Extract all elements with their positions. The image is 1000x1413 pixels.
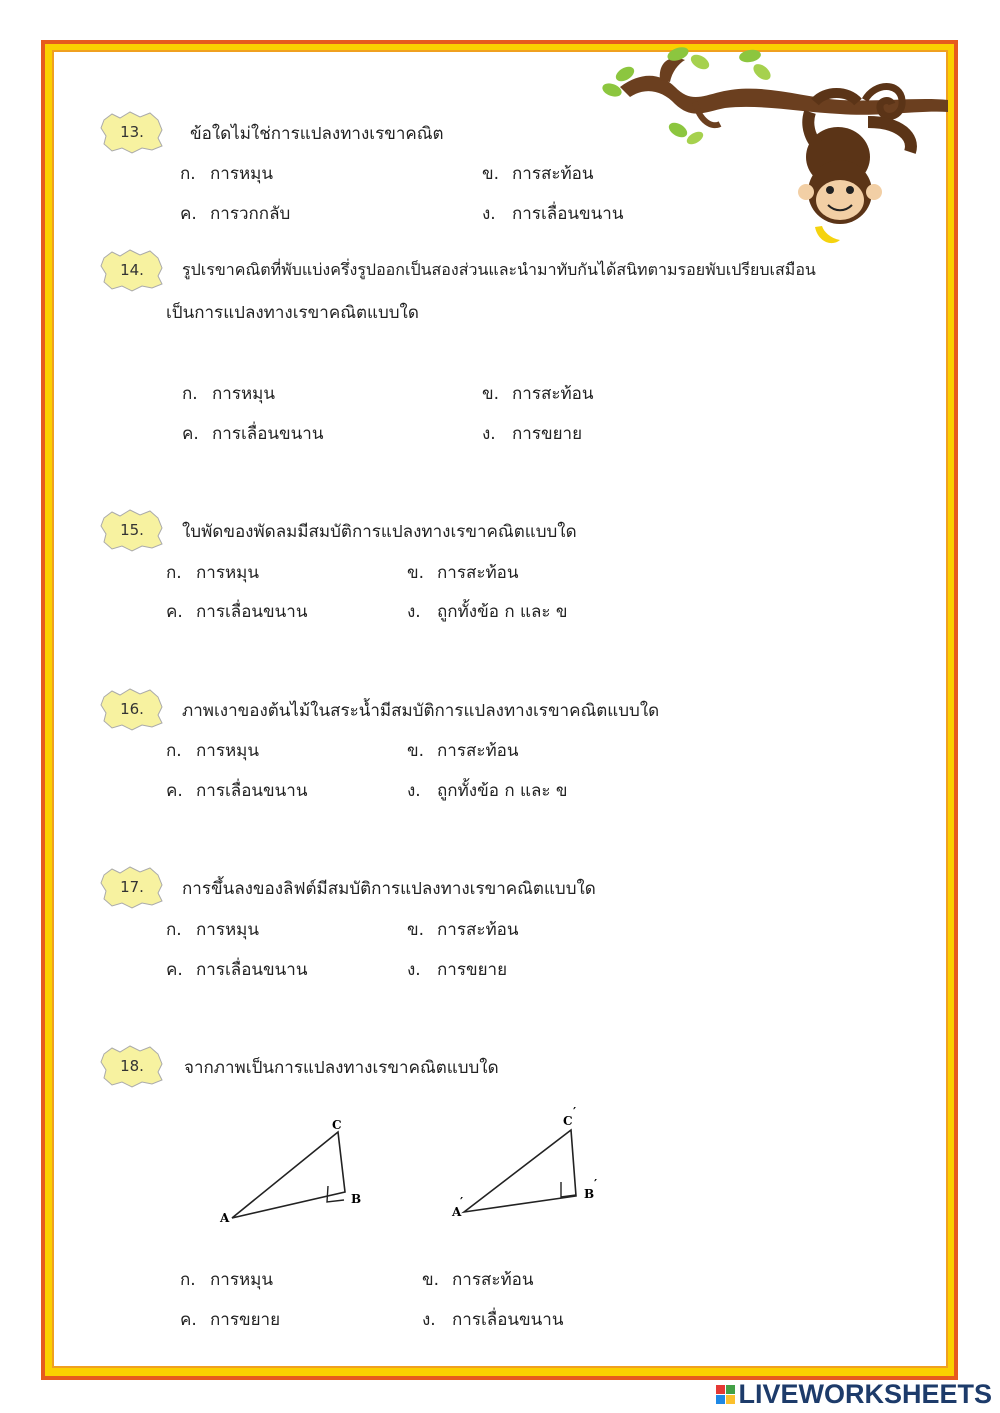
option-label: ก. bbox=[166, 920, 182, 940]
question-13-option-c[interactable] bbox=[180, 200, 290, 227]
left-label-b: B bbox=[351, 1192, 362, 1206]
option-label: ก. bbox=[180, 164, 196, 184]
option-text: การวกกลับ bbox=[210, 204, 291, 224]
option-label: ง. bbox=[407, 960, 421, 980]
option-text: การหมุน bbox=[196, 920, 260, 940]
question-18-option-c[interactable] bbox=[180, 1306, 280, 1333]
option-text: การเลื่อนขนาน bbox=[212, 424, 324, 444]
option-label: ข. bbox=[407, 741, 425, 761]
option-text: การเลื่อนขนาน bbox=[512, 204, 624, 224]
option-label: ง. bbox=[482, 204, 496, 224]
left-label-c: C bbox=[332, 1118, 342, 1132]
option-text: การขยาย bbox=[437, 960, 508, 980]
liveworksheets-logo-text: LIVEWORKSHEETS bbox=[738, 1378, 992, 1409]
option-text: การสะท้อน bbox=[437, 920, 519, 940]
option-text: ถูกทั้งข้อ ก และ ข bbox=[437, 781, 568, 801]
option-text: การสะท้อน bbox=[512, 164, 594, 184]
option-text: การสะท้อน bbox=[512, 384, 594, 404]
question-14-option-a[interactable] bbox=[182, 380, 275, 407]
option-text: การสะท้อน bbox=[437, 563, 519, 583]
question-18-number: 18. bbox=[120, 1057, 144, 1075]
option-label: ค. bbox=[180, 1310, 197, 1330]
option-text: การขยาย bbox=[210, 1310, 281, 1330]
right-label-c-prime: ′ bbox=[573, 1105, 577, 1119]
question-15-option-c[interactable] bbox=[166, 598, 307, 625]
question-15-option-d[interactable] bbox=[407, 598, 568, 625]
triangle-figure bbox=[210, 1100, 630, 1230]
question-13-text: ข้อใดไม่ใช่การแปลงทางเรขาคณิต bbox=[190, 124, 444, 144]
option-label: ก. bbox=[166, 741, 182, 761]
option-label: ก. bbox=[166, 563, 182, 583]
option-text: การเลื่อนขนาน bbox=[196, 781, 308, 801]
question-16-option-b[interactable] bbox=[407, 737, 519, 764]
question-14-option-d[interactable] bbox=[482, 420, 582, 447]
option-text: การสะท้อน bbox=[452, 1270, 534, 1290]
liveworksheets-logo[interactable] bbox=[716, 1380, 992, 1408]
option-label: ค. bbox=[166, 960, 183, 980]
option-label: ข. bbox=[482, 164, 500, 184]
question-14-option-b[interactable] bbox=[482, 380, 594, 407]
question-13-badge bbox=[100, 110, 164, 154]
question-14-option-c[interactable] bbox=[182, 420, 323, 447]
option-text: ถูกทั้งข้อ ก และ ข bbox=[437, 602, 568, 622]
question-13-number: 13. bbox=[120, 123, 144, 141]
question-13-option-d[interactable] bbox=[482, 200, 623, 227]
question-16-option-a[interactable] bbox=[166, 737, 259, 764]
right-right-angle-mark bbox=[561, 1182, 576, 1197]
option-label: ง. bbox=[422, 1310, 436, 1330]
option-text: การหมุน bbox=[210, 1270, 274, 1290]
option-label: ข. bbox=[422, 1270, 440, 1290]
option-text: การเลื่อนขนาน bbox=[196, 960, 308, 980]
option-text: การเลื่อนขนาน bbox=[452, 1310, 564, 1330]
option-label: ง. bbox=[482, 424, 496, 444]
question-15-option-b[interactable] bbox=[407, 559, 519, 586]
option-label: ค. bbox=[182, 424, 199, 444]
question-18-option-d[interactable] bbox=[422, 1306, 563, 1333]
question-15-number: 15. bbox=[120, 521, 144, 539]
question-18-option-b[interactable] bbox=[422, 1266, 534, 1293]
question-17-text: การขึ้นลงของลิฟต์มีสมบัติการแปลงทางเรขาคณิตแบบใด bbox=[182, 879, 596, 899]
question-14-text-line2: เป็นการแปลงทางเรขาคณิตแบบใด bbox=[166, 303, 419, 323]
monkey-on-branch-illustration bbox=[600, 42, 950, 252]
question-15-badge bbox=[100, 508, 164, 552]
right-label-a: A bbox=[452, 1205, 462, 1219]
question-16-option-c[interactable] bbox=[166, 777, 307, 804]
option-label: ก. bbox=[182, 384, 198, 404]
right-label-b: B bbox=[584, 1187, 595, 1201]
question-13-option-a[interactable] bbox=[180, 160, 273, 187]
option-text: การหมุน bbox=[212, 384, 276, 404]
right-label-a-prime: ′ bbox=[460, 1195, 464, 1209]
question-17-number: 17. bbox=[120, 878, 144, 896]
question-15-text: ใบพัดของพัดลมมีสมบัติการแปลงทางเรขาคณิตแบบใด bbox=[182, 522, 577, 542]
question-16-number: 16. bbox=[120, 700, 144, 718]
option-label: ข. bbox=[482, 384, 500, 404]
option-text: การขยาย bbox=[512, 424, 583, 444]
question-14-badge bbox=[100, 248, 164, 292]
question-17-option-d[interactable] bbox=[407, 956, 507, 983]
option-text: การสะท้อน bbox=[437, 741, 519, 761]
option-label: ก. bbox=[180, 1270, 196, 1290]
option-label: ข. bbox=[407, 920, 425, 940]
question-18-option-a[interactable] bbox=[180, 1266, 273, 1293]
option-label: ค. bbox=[166, 602, 183, 622]
option-label: ค. bbox=[180, 204, 197, 224]
question-17-badge bbox=[100, 865, 164, 909]
question-14-text: รูปเรขาคณิตที่พับแบ่งครึ่งรูปออกเป็นสองส่วนและนำมาทับกันได้สนิทตามรอยพับเปรียบเสมือน bbox=[182, 260, 816, 279]
option-text: การหมุน bbox=[196, 741, 260, 761]
question-18-text: จากภาพเป็นการแปลงทางเรขาคณิตแบบใด bbox=[184, 1058, 499, 1078]
question-17-option-a[interactable] bbox=[166, 916, 259, 943]
right-triangle bbox=[464, 1130, 576, 1212]
option-text: การหมุน bbox=[210, 164, 274, 184]
option-label: ง. bbox=[407, 602, 421, 622]
question-15-option-a[interactable] bbox=[166, 559, 259, 586]
option-text: การหมุน bbox=[196, 563, 260, 583]
option-text: การเลื่อนขนาน bbox=[196, 602, 308, 622]
question-17-option-b[interactable] bbox=[407, 916, 519, 943]
left-triangle bbox=[232, 1132, 345, 1218]
question-14-number: 14. bbox=[120, 261, 144, 279]
left-label-a: A bbox=[220, 1211, 230, 1225]
right-label-b-prime: ′ bbox=[594, 1177, 598, 1191]
question-17-option-c[interactable] bbox=[166, 956, 307, 983]
right-label-c: C bbox=[563, 1114, 573, 1128]
option-label: ข. bbox=[407, 563, 425, 583]
option-label: ง. bbox=[407, 781, 421, 801]
question-18-badge bbox=[100, 1044, 164, 1088]
question-16-option-d[interactable] bbox=[407, 777, 568, 804]
question-16-text: ภาพเงาของต้นไม้ในสระน้ำมีสมบัติการแปลงทางเรขาคณิตแบบใด bbox=[182, 701, 660, 721]
liveworksheets-logo-icon bbox=[716, 1385, 735, 1404]
question-16-badge bbox=[100, 687, 164, 731]
question-13-option-b[interactable] bbox=[482, 160, 594, 187]
option-label: ค. bbox=[166, 781, 183, 801]
